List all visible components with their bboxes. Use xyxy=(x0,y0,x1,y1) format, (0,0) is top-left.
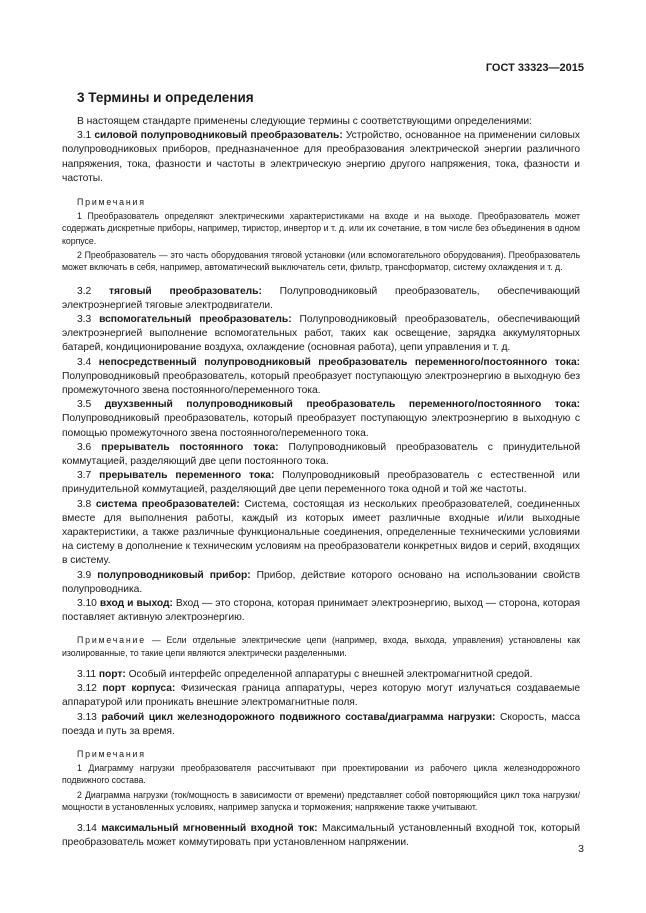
standard-designation: ГОСТ 33323—2015 xyxy=(485,62,584,74)
note-3-10: Примечание — Если отдельные электрические цепи (например, входа, выхода, управления) установлены как изолированные, то такие цепи являются электрически разделенными. xyxy=(62,635,580,658)
term-3-3: 3.3 вспомогательный преобразователь: Полупроводниковый преобразователь, обеспечивающий электроэнергией выполнение вспомогательных работ, таких как освещение, зарядка аккумуляторных батарей, кондиционирование воздуха, охлаждение (основная работа), цепи управления и т. д. xyxy=(62,313,580,354)
note-item: 2 Диаграмма нагрузки (ток/мощность в зависимости от времени) представляет собой повторяющийся цикл тока нагрузки/мощности в установленных условиях, например запуска и торможения; напряжение также учитывают. xyxy=(62,789,580,812)
notes-heading: Примечания xyxy=(77,197,146,208)
term-3-7: 3.7 прерыватель переменного тока: Полупроводниковый преобразователь с естественной или принудительной коммутацией, разделяющий две цепи переменного тока одной и той же частоты. xyxy=(62,470,581,496)
term-3-14: 3.14 максимальный мгновенный входной ток: Максимальный установленный входной ток, который преобразователь может коммутировать при установленном напряжении. xyxy=(62,823,581,849)
term-3-4: 3.4 непосредственный полупроводниковый преобразователь переменного/постоянного тока: Полупроводниковый преобразователь, который преобразует поступающую электроэнергию в выходную без промежуточного звена постоянного/переменного тока. xyxy=(62,356,581,396)
note-item: 2 Преобразователь — это часть оборудования тяговой установки (или вспомогательного оборудования). Преобразователь может включать в себя, например, автоматический выключатель сети, фильтр, трансформатор, систему охлаждения и т. д. xyxy=(62,249,580,273)
section-body xyxy=(62,115,580,851)
page-number: 3 xyxy=(578,843,584,855)
term-3-2: 3.2 тяговый преобразователь: Полупроводниковый преобразователь, обеспечивающий электроэнергией тяговые электродвигатели. xyxy=(62,285,580,311)
section-title: 3 Термины и определения xyxy=(77,90,254,105)
terms-3-2-to-3-10 xyxy=(62,285,580,626)
term-3-1: 3.1 силовой полупроводниковый преобразователь: Устройство, основанное на применении силовых полупроводниковых приборов, предназначенное для преобразования электрической энергии различного напряжения, тока, фазности и частоты в электрическую энергию другого напряжения, тока, фазности и частоты. xyxy=(62,130,580,184)
term-3-12: 3.12 порт корпуса: Физическая граница аппаратуры, через которую могут излучаться создаваемые аппаратурой или проникать внешние электромагнитные поля. xyxy=(62,683,581,709)
term-3-13: 3.13 рабочий цикл железнодорожного подвижного состава/диаграмма нагрузки: Скорость, масса поезда и путь за время. xyxy=(62,711,581,737)
term-3-6: 3.6 прерыватель постоянного тока: Полупроводниковый преобразователь с принудительной коммутацией, разделяющий две цепи постоянного тока. xyxy=(62,441,581,467)
note-label: Примечание xyxy=(77,635,146,646)
term-3-11: 3.11 порт: Особый интерфейс определенной аппаратуры с внешней электромагнитной средой. xyxy=(77,668,533,680)
notes-block-1 xyxy=(62,196,580,273)
term-3-10: 3.10 вход и выход: Вход — это сторона, которая принимает электроэнергию, выход — сторона, которая поставляет активную электроэнергию. xyxy=(62,597,580,624)
terms-3-11-to-3-13 xyxy=(62,668,580,739)
term-3-8: 3.8 система преобразователей: Система, состоящая из нескольких преобразователей, соединенных вместе для выполнения работы, каждый из которых имеет различные входные и/или выходные характеристики, а также различные функциональные соединения, определенные техническими условиями на систему в дополнение к техническим условиям на преобразователи конкретных видов и серий, входящих в систему. xyxy=(62,498,581,567)
term-3-9: 3.9 полупроводниковый прибор: Прибор, действие которого основано на использовании свойств полупроводника. xyxy=(62,569,581,595)
intro-paragraph: В настоящем стандарте применены следующие термины с соответствующими определениями: xyxy=(77,116,532,127)
notes-block-2 xyxy=(62,748,580,813)
notes-heading: Примечания xyxy=(77,748,146,759)
note-item: 1 Диаграмму нагрузки преобразователя рассчитывают при проектировании из рабочего цикла железнодорожного подвижного состава. xyxy=(62,762,580,786)
note-item: 1 Преобразователь определяют электрическими характеристиками на входе и на выходе. Преобразователь может содержать дискретные приборы, например, тиристор, инвертор и т. д. или их сочетание, в том числе без объединения в одном корпусе. xyxy=(62,211,580,246)
term-3-1-title: силовой полупроводниковый преобразователь: xyxy=(94,130,343,142)
term-3-5: 3.5 двухзвенный полупроводниковый преобразователь переменного/постоянного тока: Полупроводниковый преобразователь, который преобразует поступающую электроэнергию в выходную с помощью промежуточного звена постоянного/переменного тока. xyxy=(62,399,581,439)
